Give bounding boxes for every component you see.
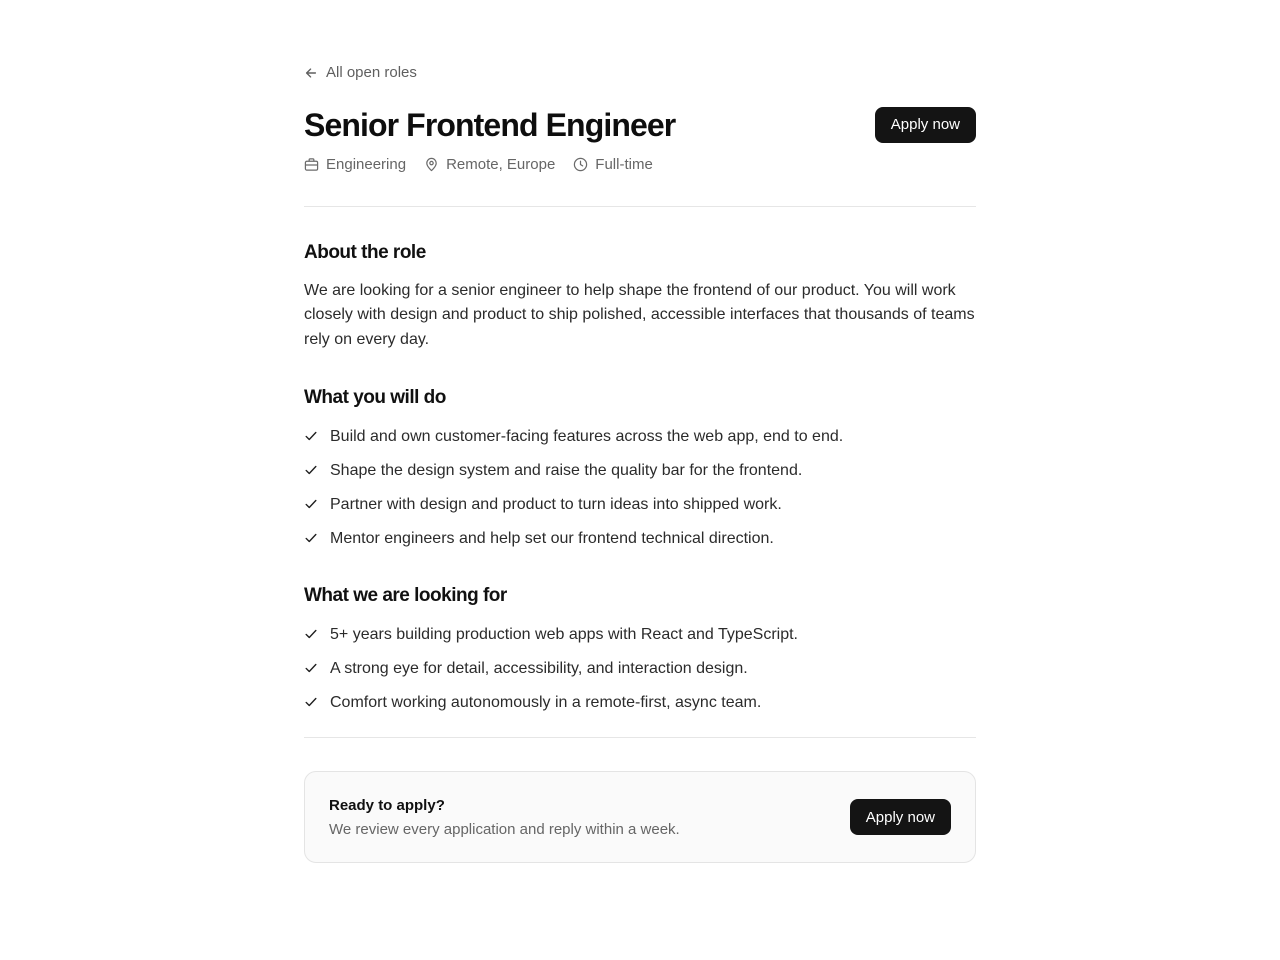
list-item-text: A strong eye for detail, accessibility, and interaction design. [330, 660, 748, 677]
requirements-list [304, 624, 976, 714]
list-item-text: 5+ years building production web apps with React and TypeScript. [330, 626, 798, 643]
about-section [304, 241, 976, 353]
requirements-heading: What we are looking for [304, 585, 507, 606]
page-title: Senior Frontend Engineer [304, 106, 676, 143]
apply-now-button-bottom[interactable]: Apply now [850, 799, 951, 835]
map-pin-icon [424, 157, 439, 172]
meta-employment-type-label: Full-time [595, 155, 653, 173]
list-item-text: Mentor engineers and help set our frontend technical direction. [330, 530, 774, 547]
apply-now-button-top[interactable]: Apply now [875, 107, 976, 143]
list-item [304, 426, 976, 448]
check-icon [304, 627, 318, 641]
responsibilities-section [304, 386, 976, 550]
check-icon [304, 531, 318, 545]
cta-title: Ready to apply? [329, 796, 445, 814]
list-item-text: Build and own customer-facing features across the web app, end to end. [330, 428, 844, 445]
back-link-label: All open roles [326, 64, 417, 81]
meta-location [424, 156, 555, 173]
requirements-section [304, 584, 976, 714]
arrow-left-icon [304, 66, 318, 80]
cta-text [329, 797, 680, 838]
list-item-text: Shape the design system and raise the quality bar for the frontend. [330, 462, 803, 479]
meta-location-label: Remote, Europe [446, 155, 556, 173]
about-body: We are looking for a senior engineer to help shape the frontend of our product. You will work closely with design and product to ship polished, accessible interfaces that thousands of teams rely on every day. [304, 281, 975, 348]
meta-employment-type [573, 156, 653, 173]
list-item-text: Partner with design and product to turn ideas into shipped work. [330, 496, 782, 513]
footer-divider [304, 737, 976, 738]
about-heading: About the role [304, 241, 426, 263]
job-detail-page [304, 0, 976, 863]
responsibilities-list [304, 426, 976, 550]
list-item [304, 658, 976, 680]
check-icon [304, 661, 318, 675]
list-item [304, 494, 976, 516]
list-item-text: Comfort working autonomously in a remote-first, async team. [330, 694, 762, 711]
meta-department-label: Engineering [326, 155, 407, 173]
back-link[interactable] [304, 64, 417, 81]
list-item [304, 528, 976, 550]
check-icon [304, 695, 318, 709]
meta-department [304, 156, 406, 173]
cta-subtitle: We review every application and reply within a week. [329, 820, 680, 838]
check-icon [304, 497, 318, 511]
list-item [304, 692, 976, 714]
list-item [304, 624, 976, 646]
header-divider [304, 206, 976, 207]
apply-cta-card [304, 771, 976, 863]
check-icon [304, 429, 318, 443]
responsibilities-heading: What you will do [304, 387, 446, 408]
job-header [304, 107, 976, 143]
briefcase-icon [304, 157, 319, 172]
clock-icon [573, 157, 588, 172]
check-icon [304, 463, 318, 477]
list-item [304, 460, 976, 482]
job-meta [304, 156, 976, 173]
